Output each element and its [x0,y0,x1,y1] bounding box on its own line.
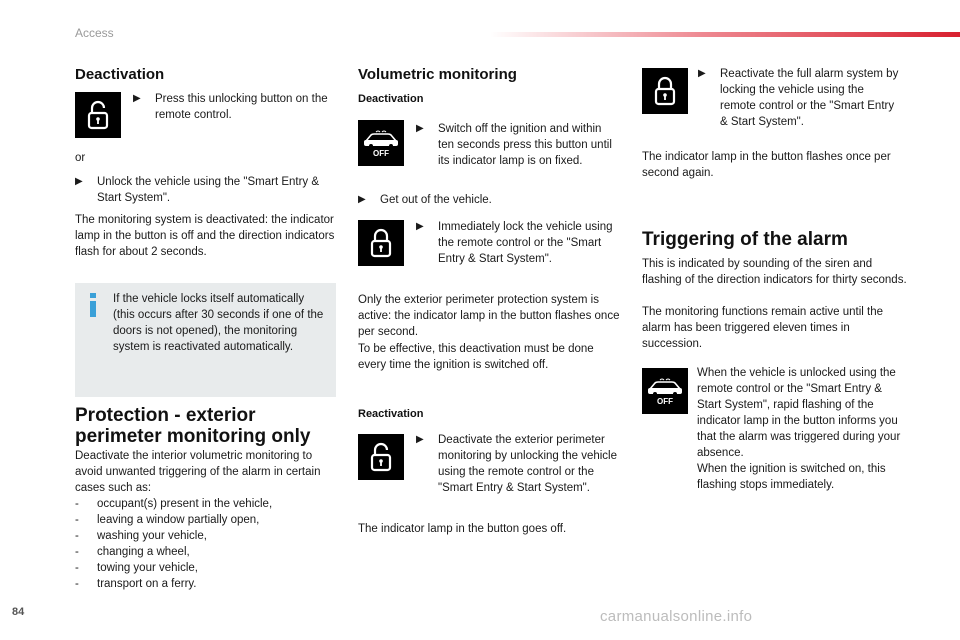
volumetric-off-button-icon [642,368,688,414]
protection-paragraph: Deactivate the interior volumetric monitoring to avoid unwanted triggering of the alarm in certain cases such as: [75,450,321,494]
arrow-bullet-icon: ▶ [416,221,424,232]
arrow-bullet-icon: ▶ [416,434,424,445]
arrow-bullet-icon: ▶ [698,68,706,79]
triggering-heading: Triggering of the alarm [642,229,848,250]
bullet-text: Deactivate the exterior perimeter monitoring by unlocking the vehicle using the remote control or the "Smart Entry & Start System". [438,434,617,494]
deactivated-paragraph: The monitoring system is deactivated: the indicator lamp in the button is off and the direction indicators flash for about 2 seconds. [75,214,335,258]
header-accent-bar [490,32,960,37]
info-icon [87,293,99,317]
lamp-off-paragraph: The indicator lamp in the button goes off. [358,523,567,535]
flashes-again-paragraph: The indicator lamp in the button flashes once per second again. [642,151,891,179]
reactivation-subheading: Reactivation [358,408,424,420]
volumetric-off-button-icon [358,120,404,166]
bullet-text: Press this unlocking button on the remote control. [155,93,328,121]
ignition-flashing-paragraph: When the ignition is switched on, this flashing stops immediately. [697,463,886,491]
volumetric-heading: Volumetric monitoring [358,66,517,83]
arrow-bullet-icon: ▶ [358,194,366,205]
unlock-button-icon [75,92,121,138]
bullet-text: Reactivate the full alarm system by locking the vehicle using the remote control or the "Smart Entry & Start System". [720,68,899,128]
unlock-button-icon [358,434,404,480]
list-item: - occupant(s) present in the vehicle, [75,498,273,510]
bullet-text: Switch off the ignition and within ten seconds press this button until its indicator lamp is on fixed. [438,123,612,167]
alarm-triggered-paragraph: When the vehicle is unlocked using the remote control or the "Smart Entry & Start System", rapid flashing of the indicator lamp in the button informs you that the alarm was triggered during your absence. [697,367,901,459]
lock-button-icon [358,220,404,266]
list-item: - changing a wheel, [75,546,190,558]
list-item: - transport on a ferry. [75,578,197,590]
situations-list [75,496,335,592]
page-number: 84 [12,606,25,618]
info-box [75,283,336,397]
arrow-bullet-icon: ▶ [75,176,83,187]
or-text: or [75,152,86,164]
remain-active-paragraph: The monitoring functions remain active until the alarm has been triggered eleven times in succession. [642,306,883,350]
effective-paragraph: To be effective, this deactivation must be done every time the ignition is switched off. [358,343,594,371]
arrow-bullet-icon: ▶ [416,123,424,134]
off-label: OFF [373,149,389,158]
list-item: - towing your vehicle, [75,562,198,574]
list-item: - washing your vehicle, [75,530,207,542]
protection-heading: Protection - exterior perimeter monitoring only [75,405,311,447]
off-label: OFF [657,397,673,406]
watermark: carmanualsonline.info [600,608,753,625]
info-text: If the vehicle locks itself automatically (this occurs after 30 seconds if one of the doors is not opened), the monitoring system is reactivated automatically. [113,293,324,353]
bullet-text: Unlock the vehicle using the "Smart Entry & Start System". [97,176,320,204]
siren-paragraph: This is indicated by sounding of the siren and flashing of the direction indicators for thirty seconds. [642,258,907,286]
arrow-bullet-icon: ▶ [133,93,141,104]
list-item: - leaving a window partially open, [75,514,260,526]
section-title: Access [75,26,114,40]
exterior-only-paragraph: Only the exterior perimeter protection system is active: the indicator lamp in the button flashes once per second. [358,294,620,338]
bullet-text: Get out of the vehicle. [380,194,492,206]
deactivation-subheading: Deactivation [358,93,424,105]
deactivation-heading: Deactivation [75,66,165,83]
lock-button-icon [642,68,688,114]
bullet-text: Immediately lock the vehicle using the remote control or the "Smart Entry & Start System". [438,221,613,265]
